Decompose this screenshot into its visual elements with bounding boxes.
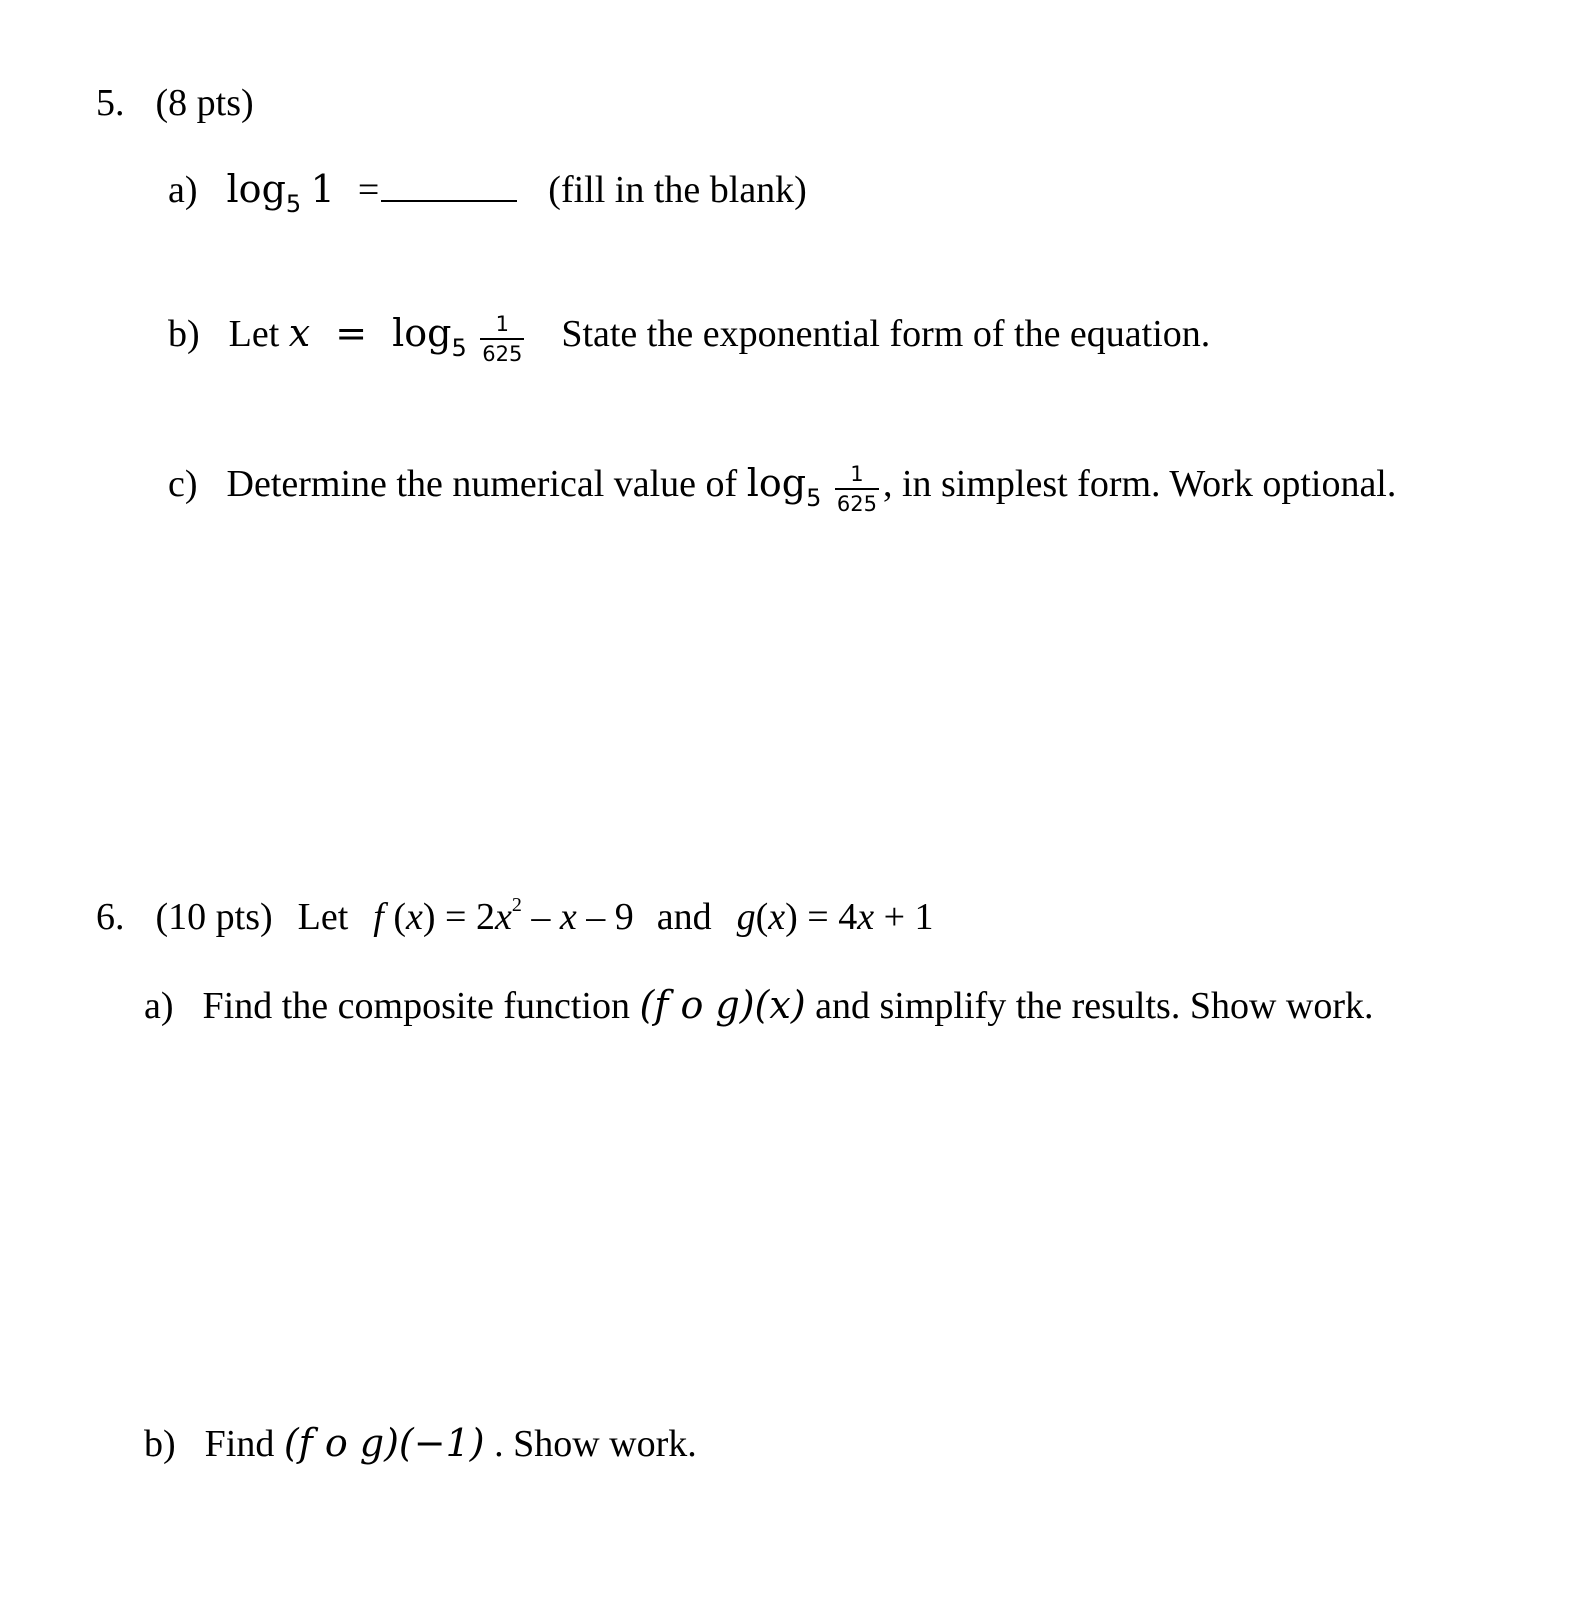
q5b-label: b): [168, 312, 200, 355]
q5a-equals: =: [357, 169, 380, 211]
q6-points: (10 pts): [155, 896, 273, 938]
q6a-lead: Find the composite function: [202, 985, 630, 1027]
q5b-log: log: [392, 310, 452, 355]
q6a-label: a): [144, 985, 174, 1027]
q5a-instruction: (fill in the blank): [548, 169, 807, 211]
q5c-numerator: 1: [835, 463, 879, 490]
q5b-fraction: [480, 313, 524, 365]
q6a-line: [144, 983, 1374, 1027]
q5a-line: [168, 167, 807, 218]
q5-number: 5.: [96, 82, 125, 124]
q6a-instruction: and simplify the results. Show work.: [815, 985, 1374, 1027]
q6b-lead: Find: [204, 1423, 275, 1465]
q5b-denominator: 625: [482, 342, 523, 367]
q5c-denominator: 625: [836, 492, 877, 517]
q5b-base: 5: [451, 333, 467, 362]
q5a-arg: 1: [310, 167, 335, 211]
q5-points: (8 pts): [155, 82, 254, 124]
q5b-lead: Let: [228, 312, 280, 355]
q6-f-definition: f $(x) = 2x^2 - x - 9$: [373, 894, 634, 938]
q5b-numerator: 1: [480, 313, 524, 340]
q6b-instruction: . Show work.: [494, 1423, 697, 1465]
q5a-base: 5: [285, 190, 302, 218]
q5b-line: [168, 310, 1211, 367]
q5c-line: [168, 460, 1397, 517]
q6-f-exponent: 2: [511, 894, 522, 916]
q5a-log: log: [226, 167, 286, 211]
q5c-label: c): [168, 462, 198, 505]
q5c-instruction: in simplest form. Work optional.: [901, 462, 1397, 505]
q5c-fraction: [835, 463, 879, 515]
q6-g-name: g: [736, 896, 756, 938]
q5-header: [96, 84, 254, 122]
q5b-instruction: State the exponential form of the equation.: [561, 312, 1211, 355]
q5a-answer-blank[interactable]: [381, 170, 517, 202]
q6-lead: Let: [297, 896, 349, 938]
q6b-line: [144, 1421, 697, 1465]
q5b-var: x: [288, 310, 311, 355]
q5c-base: 5: [806, 483, 822, 512]
q6-header: [96, 894, 934, 938]
q5a-label: a): [168, 169, 198, 211]
q6b-expression: (f o g)(−1): [283, 1421, 485, 1465]
q6a-expression: (f o g)(x): [639, 983, 806, 1027]
q5b-equals: =: [335, 310, 368, 355]
q6-g-definition: g(x) = 4x + 1: [736, 896, 934, 938]
q6-and: and: [656, 896, 712, 938]
q5c-lead: Determine the numerical value of: [226, 462, 738, 505]
q6b-label: b): [144, 1423, 176, 1465]
q5c-comma: ,: [882, 462, 893, 505]
q5c-log: log: [746, 460, 807, 505]
q6-f-name: f: [373, 896, 384, 938]
q6-number: 6.: [96, 896, 125, 938]
